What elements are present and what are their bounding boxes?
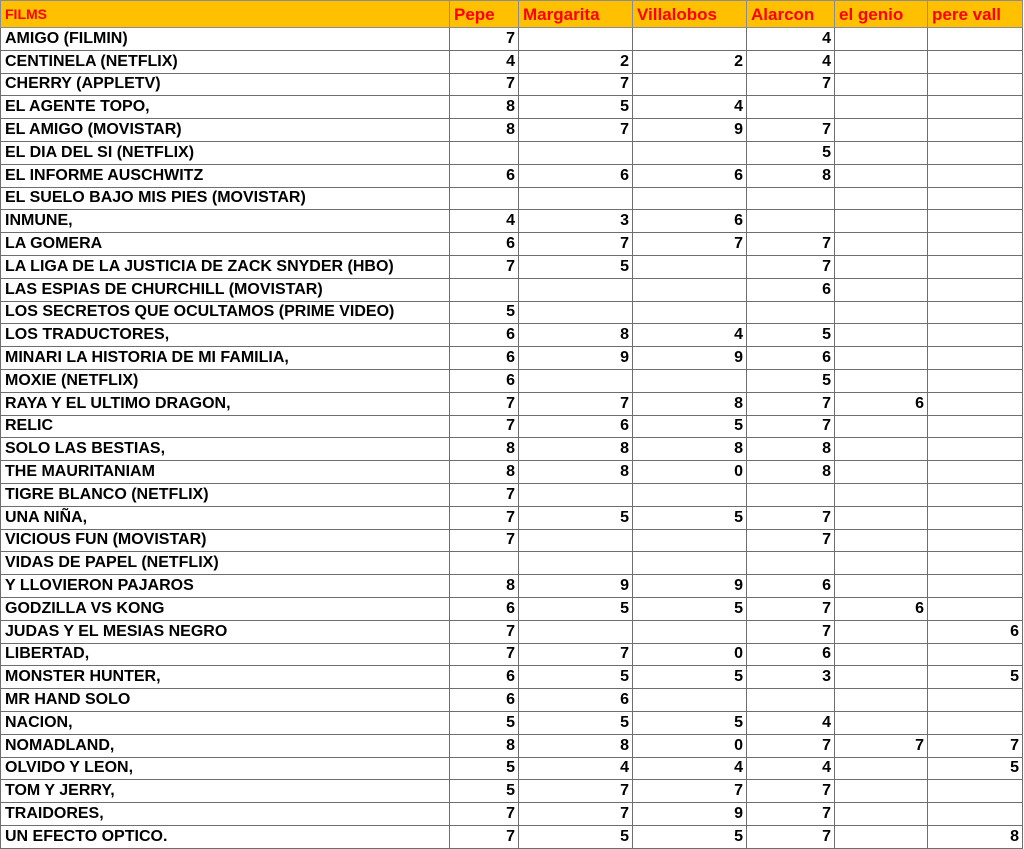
alarcon-score-cell[interactable]: 7 xyxy=(747,392,835,415)
el-genio-score-cell[interactable] xyxy=(835,575,928,598)
margarita-score-cell[interactable]: 8 xyxy=(519,324,633,347)
pepe-score-cell[interactable]: 7 xyxy=(450,392,519,415)
villalobos-score-cell[interactable]: 4 xyxy=(633,757,747,780)
el-genio-score-cell[interactable] xyxy=(835,119,928,142)
header-films[interactable]: FILMS xyxy=(1,1,450,28)
margarita-score-cell[interactable]: 7 xyxy=(519,780,633,803)
el-genio-score-cell[interactable] xyxy=(835,347,928,370)
pere-vall-score-cell[interactable]: 7 xyxy=(928,734,1023,757)
villalobos-score-cell[interactable] xyxy=(633,369,747,392)
pere-vall-score-cell[interactable] xyxy=(928,597,1023,620)
margarita-score-cell[interactable] xyxy=(519,278,633,301)
table-row xyxy=(1,392,1023,415)
alarcon-score-cell[interactable] xyxy=(747,689,835,712)
margarita-score-cell[interactable]: 5 xyxy=(519,597,633,620)
film-title-cell[interactable]: EL INFORME AUSCHWITZ xyxy=(1,164,450,187)
villalobos-score-cell[interactable] xyxy=(633,689,747,712)
table-row xyxy=(1,369,1023,392)
alarcon-score-cell[interactable]: 7 xyxy=(747,803,835,826)
el-genio-score-cell[interactable] xyxy=(835,825,928,848)
margarita-score-cell[interactable]: 5 xyxy=(519,255,633,278)
header-pepe[interactable]: Pepe xyxy=(450,1,519,28)
table-row xyxy=(1,552,1023,575)
margarita-score-cell[interactable] xyxy=(519,301,633,324)
villalobos-score-cell[interactable] xyxy=(633,278,747,301)
film-title-cell[interactable]: TRAIDORES, xyxy=(1,803,450,826)
pepe-score-cell[interactable]: 7 xyxy=(450,415,519,438)
alarcon-score-cell[interactable]: 7 xyxy=(747,597,835,620)
header-el-genio[interactable]: el genio xyxy=(835,1,928,28)
film-title-cell[interactable]: INMUNE, xyxy=(1,210,450,233)
table-row xyxy=(1,689,1023,712)
alarcon-score-cell[interactable]: 6 xyxy=(747,347,835,370)
film-title-cell[interactable]: LOS SECRETOS QUE OCULTAMOS (PRIME VIDEO) xyxy=(1,301,450,324)
margarita-score-cell[interactable]: 5 xyxy=(519,666,633,689)
el-genio-score-cell[interactable] xyxy=(835,711,928,734)
margarita-score-cell[interactable]: 4 xyxy=(519,757,633,780)
el-genio-score-cell[interactable] xyxy=(835,415,928,438)
el-genio-score-cell[interactable] xyxy=(835,552,928,575)
margarita-score-cell[interactable]: 5 xyxy=(519,96,633,119)
pepe-score-cell[interactable]: 8 xyxy=(450,575,519,598)
pepe-score-cell[interactable]: 6 xyxy=(450,347,519,370)
margarita-score-cell[interactable]: 7 xyxy=(519,73,633,96)
villalobos-score-cell[interactable] xyxy=(633,620,747,643)
pere-vall-score-cell[interactable] xyxy=(928,210,1023,233)
pere-vall-score-cell[interactable] xyxy=(928,415,1023,438)
pepe-score-cell[interactable]: 4 xyxy=(450,210,519,233)
margarita-score-cell[interactable] xyxy=(519,552,633,575)
film-title-cell[interactable]: LIBERTAD, xyxy=(1,643,450,666)
table-row xyxy=(1,164,1023,187)
villalobos-score-cell[interactable]: 0 xyxy=(633,734,747,757)
film-title-cell[interactable]: AMIGO (FILMIN) xyxy=(1,28,450,51)
margarita-score-cell[interactable]: 7 xyxy=(519,803,633,826)
alarcon-score-cell[interactable]: 4 xyxy=(747,50,835,73)
pere-vall-score-cell[interactable] xyxy=(928,461,1023,484)
pere-vall-score-cell[interactable] xyxy=(928,803,1023,826)
alarcon-score-cell[interactable]: 7 xyxy=(747,119,835,142)
villalobos-score-cell[interactable]: 4 xyxy=(633,96,747,119)
table-row xyxy=(1,506,1023,529)
table-row xyxy=(1,620,1023,643)
table-row xyxy=(1,575,1023,598)
pepe-score-cell[interactable]: 8 xyxy=(450,734,519,757)
margarita-score-cell[interactable]: 8 xyxy=(519,461,633,484)
el-genio-score-cell[interactable] xyxy=(835,141,928,164)
alarcon-score-cell[interactable]: 7 xyxy=(747,506,835,529)
table-row xyxy=(1,415,1023,438)
table-row xyxy=(1,780,1023,803)
film-title-cell[interactable]: LA GOMERA xyxy=(1,233,450,256)
alarcon-score-cell[interactable]: 7 xyxy=(747,780,835,803)
alarcon-score-cell[interactable]: 8 xyxy=(747,461,835,484)
villalobos-score-cell[interactable] xyxy=(633,187,747,210)
pere-vall-score-cell[interactable] xyxy=(928,141,1023,164)
table-row xyxy=(1,347,1023,370)
villalobos-score-cell[interactable] xyxy=(633,141,747,164)
el-genio-score-cell[interactable] xyxy=(835,666,928,689)
el-genio-score-cell[interactable] xyxy=(835,50,928,73)
el-genio-score-cell[interactable] xyxy=(835,483,928,506)
el-genio-score-cell[interactable] xyxy=(835,73,928,96)
alarcon-score-cell[interactable]: 7 xyxy=(747,415,835,438)
margarita-score-cell[interactable]: 9 xyxy=(519,575,633,598)
margarita-score-cell[interactable]: 5 xyxy=(519,711,633,734)
pepe-score-cell[interactable] xyxy=(450,278,519,301)
alarcon-score-cell[interactable] xyxy=(747,96,835,119)
alarcon-score-cell[interactable]: 7 xyxy=(747,825,835,848)
villalobos-score-cell[interactable] xyxy=(633,483,747,506)
el-genio-score-cell[interactable] xyxy=(835,28,928,51)
villalobos-score-cell[interactable]: 6 xyxy=(633,210,747,233)
table-row xyxy=(1,233,1023,256)
table-row xyxy=(1,73,1023,96)
pepe-score-cell[interactable]: 5 xyxy=(450,301,519,324)
table-row xyxy=(1,278,1023,301)
table-row xyxy=(1,210,1023,233)
villalobos-score-cell[interactable]: 0 xyxy=(633,461,747,484)
villalobos-score-cell[interactable]: 0 xyxy=(633,643,747,666)
villalobos-score-cell[interactable] xyxy=(633,301,747,324)
villalobos-score-cell[interactable]: 5 xyxy=(633,506,747,529)
table-row xyxy=(1,757,1023,780)
villalobos-score-cell[interactable] xyxy=(633,255,747,278)
pepe-score-cell[interactable]: 7 xyxy=(450,28,519,51)
pepe-score-cell[interactable] xyxy=(450,141,519,164)
pepe-score-cell[interactable]: 5 xyxy=(450,711,519,734)
villalobos-score-cell[interactable] xyxy=(633,552,747,575)
pere-vall-score-cell[interactable] xyxy=(928,711,1023,734)
pepe-score-cell[interactable]: 6 xyxy=(450,597,519,620)
film-title-cell[interactable]: CHERRY (APPLETV) xyxy=(1,73,450,96)
el-genio-score-cell[interactable] xyxy=(835,757,928,780)
villalobos-score-cell[interactable]: 6 xyxy=(633,164,747,187)
pepe-score-cell[interactable]: 6 xyxy=(450,233,519,256)
pere-vall-score-cell[interactable] xyxy=(928,119,1023,142)
margarita-score-cell[interactable]: 7 xyxy=(519,119,633,142)
margarita-score-cell[interactable] xyxy=(519,620,633,643)
margarita-score-cell[interactable]: 7 xyxy=(519,392,633,415)
alarcon-score-cell[interactable]: 7 xyxy=(747,734,835,757)
header-alarcon[interactable]: Alarcon xyxy=(747,1,835,28)
film-title-cell[interactable]: OLVIDO Y LEON, xyxy=(1,757,450,780)
pere-vall-score-cell[interactable]: 5 xyxy=(928,757,1023,780)
pere-vall-score-cell[interactable] xyxy=(928,233,1023,256)
pepe-score-cell[interactable]: 6 xyxy=(450,324,519,347)
villalobos-score-cell[interactable]: 5 xyxy=(633,711,747,734)
el-genio-score-cell[interactable]: 6 xyxy=(835,392,928,415)
pepe-score-cell[interactable]: 7 xyxy=(450,529,519,552)
alarcon-score-cell[interactable] xyxy=(747,552,835,575)
alarcon-score-cell[interactable]: 5 xyxy=(747,324,835,347)
film-title-cell[interactable]: Y LLOVIERON PAJAROS xyxy=(1,575,450,598)
pepe-score-cell[interactable] xyxy=(450,552,519,575)
table-row xyxy=(1,483,1023,506)
margarita-score-cell[interactable] xyxy=(519,529,633,552)
pere-vall-score-cell[interactable] xyxy=(928,96,1023,119)
pere-vall-score-cell[interactable] xyxy=(928,28,1023,51)
film-title-cell[interactable]: TIGRE BLANCO (NETFLIX) xyxy=(1,483,450,506)
header-margarita[interactable]: Margarita xyxy=(519,1,633,28)
pere-vall-score-cell[interactable] xyxy=(928,50,1023,73)
pere-vall-score-cell[interactable] xyxy=(928,643,1023,666)
pepe-score-cell[interactable]: 7 xyxy=(450,620,519,643)
table-row xyxy=(1,28,1023,51)
film-title-cell[interactable]: NACION, xyxy=(1,711,450,734)
villalobos-score-cell[interactable]: 9 xyxy=(633,575,747,598)
table-row xyxy=(1,50,1023,73)
pepe-score-cell[interactable]: 8 xyxy=(450,438,519,461)
pere-vall-score-cell[interactable] xyxy=(928,324,1023,347)
table-row xyxy=(1,597,1023,620)
alarcon-score-cell[interactable]: 4 xyxy=(747,28,835,51)
pere-vall-score-cell[interactable] xyxy=(928,164,1023,187)
pepe-score-cell[interactable] xyxy=(450,187,519,210)
villalobos-score-cell[interactable]: 7 xyxy=(633,780,747,803)
film-title-cell[interactable]: LAS ESPIAS DE CHURCHILL (MOVISTAR) xyxy=(1,278,450,301)
film-title-cell[interactable]: MOXIE (NETFLIX) xyxy=(1,369,450,392)
villalobos-score-cell[interactable]: 5 xyxy=(633,666,747,689)
el-genio-score-cell[interactable] xyxy=(835,506,928,529)
villalobos-score-cell[interactable]: 4 xyxy=(633,324,747,347)
el-genio-score-cell[interactable] xyxy=(835,803,928,826)
film-title-cell[interactable]: RAYA Y EL ULTIMO DRAGON, xyxy=(1,392,450,415)
pepe-score-cell[interactable]: 7 xyxy=(450,483,519,506)
table-row xyxy=(1,119,1023,142)
film-title-cell[interactable]: NOMADLAND, xyxy=(1,734,450,757)
header-row xyxy=(1,1,1023,28)
el-genio-score-cell[interactable] xyxy=(835,324,928,347)
margarita-score-cell[interactable]: 6 xyxy=(519,689,633,712)
table-row xyxy=(1,461,1023,484)
pere-vall-score-cell[interactable] xyxy=(928,438,1023,461)
margarita-score-cell[interactable]: 8 xyxy=(519,734,633,757)
el-genio-score-cell[interactable] xyxy=(835,278,928,301)
pepe-score-cell[interactable]: 7 xyxy=(450,506,519,529)
villalobos-score-cell[interactable]: 2 xyxy=(633,50,747,73)
film-title-cell[interactable]: SOLO LAS BESTIAS, xyxy=(1,438,450,461)
film-title-cell[interactable]: CENTINELA (NETFLIX) xyxy=(1,50,450,73)
pere-vall-score-cell[interactable] xyxy=(928,689,1023,712)
header-villalobos[interactable]: Villalobos xyxy=(633,1,747,28)
villalobos-score-cell[interactable] xyxy=(633,529,747,552)
el-genio-score-cell[interactable] xyxy=(835,164,928,187)
pere-vall-score-cell[interactable] xyxy=(928,483,1023,506)
film-title-cell[interactable]: EL AGENTE TOPO, xyxy=(1,96,450,119)
margarita-score-cell[interactable] xyxy=(519,369,633,392)
pepe-score-cell[interactable]: 8 xyxy=(450,96,519,119)
film-title-cell[interactable]: JUDAS Y EL MESIAS NEGRO xyxy=(1,620,450,643)
margarita-score-cell[interactable]: 7 xyxy=(519,233,633,256)
pere-vall-score-cell[interactable] xyxy=(928,575,1023,598)
pere-vall-score-cell[interactable]: 8 xyxy=(928,825,1023,848)
el-genio-score-cell[interactable] xyxy=(835,96,928,119)
alarcon-score-cell[interactable] xyxy=(747,483,835,506)
pepe-score-cell[interactable]: 8 xyxy=(450,461,519,484)
pere-vall-score-cell[interactable] xyxy=(928,506,1023,529)
el-genio-score-cell[interactable] xyxy=(835,369,928,392)
table-row xyxy=(1,438,1023,461)
el-genio-score-cell[interactable]: 7 xyxy=(835,734,928,757)
film-title-cell[interactable]: THE MAURITANIAM xyxy=(1,461,450,484)
villalobos-score-cell[interactable] xyxy=(633,73,747,96)
pepe-score-cell[interactable]: 7 xyxy=(450,803,519,826)
pere-vall-score-cell[interactable] xyxy=(928,552,1023,575)
villalobos-score-cell[interactable] xyxy=(633,28,747,51)
film-title-cell[interactable]: GODZILLA VS KONG xyxy=(1,597,450,620)
alarcon-score-cell[interactable]: 5 xyxy=(747,369,835,392)
pere-vall-score-cell[interactable] xyxy=(928,73,1023,96)
el-genio-score-cell[interactable] xyxy=(835,187,928,210)
margarita-score-cell[interactable] xyxy=(519,187,633,210)
alarcon-score-cell[interactable]: 6 xyxy=(747,575,835,598)
el-genio-score-cell[interactable] xyxy=(835,780,928,803)
alarcon-score-cell[interactable]: 8 xyxy=(747,438,835,461)
margarita-score-cell[interactable]: 9 xyxy=(519,347,633,370)
villalobos-score-cell[interactable]: 7 xyxy=(633,233,747,256)
table-row xyxy=(1,96,1023,119)
pepe-score-cell[interactable]: 4 xyxy=(450,50,519,73)
pere-vall-score-cell[interactable] xyxy=(928,278,1023,301)
margarita-score-cell[interactable]: 2 xyxy=(519,50,633,73)
margarita-score-cell[interactable]: 5 xyxy=(519,825,633,848)
el-genio-score-cell[interactable] xyxy=(835,301,928,324)
table-row xyxy=(1,643,1023,666)
header-pere-vall[interactable]: pere vall xyxy=(928,1,1023,28)
pepe-score-cell[interactable]: 8 xyxy=(450,119,519,142)
pere-vall-score-cell[interactable] xyxy=(928,529,1023,552)
el-genio-score-cell[interactable] xyxy=(835,255,928,278)
pepe-score-cell[interactable]: 6 xyxy=(450,689,519,712)
margarita-score-cell[interactable]: 3 xyxy=(519,210,633,233)
alarcon-score-cell[interactable] xyxy=(747,187,835,210)
film-title-cell[interactable]: VICIOUS FUN (MOVISTAR) xyxy=(1,529,450,552)
alarcon-score-cell[interactable]: 7 xyxy=(747,620,835,643)
pere-vall-score-cell[interactable] xyxy=(928,187,1023,210)
alarcon-score-cell[interactable]: 4 xyxy=(747,757,835,780)
film-title-cell[interactable]: VIDAS DE PAPEL (NETFLIX) xyxy=(1,552,450,575)
table-row xyxy=(1,255,1023,278)
pere-vall-score-cell[interactable]: 6 xyxy=(928,620,1023,643)
villalobos-score-cell[interactable]: 5 xyxy=(633,825,747,848)
villalobos-score-cell[interactable]: 9 xyxy=(633,347,747,370)
pepe-score-cell[interactable]: 7 xyxy=(450,255,519,278)
pepe-score-cell[interactable]: 6 xyxy=(450,164,519,187)
table-row xyxy=(1,529,1023,552)
film-title-cell[interactable]: MR HAND SOLO xyxy=(1,689,450,712)
film-title-cell[interactable]: MINARI LA HISTORIA DE MI FAMILIA, xyxy=(1,347,450,370)
pepe-score-cell[interactable]: 6 xyxy=(450,666,519,689)
alarcon-score-cell[interactable]: 3 xyxy=(747,666,835,689)
table-row xyxy=(1,187,1023,210)
film-title-cell[interactable]: MONSTER HUNTER, xyxy=(1,666,450,689)
alarcon-score-cell[interactable]: 8 xyxy=(747,164,835,187)
table-row xyxy=(1,141,1023,164)
alarcon-score-cell[interactable]: 6 xyxy=(747,278,835,301)
el-genio-score-cell[interactable] xyxy=(835,461,928,484)
film-title-cell[interactable]: LA LIGA DE LA JUSTICIA DE ZACK SNYDER (HBO) xyxy=(1,255,450,278)
pere-vall-score-cell[interactable] xyxy=(928,301,1023,324)
alarcon-score-cell[interactable] xyxy=(747,210,835,233)
table-body xyxy=(1,28,1023,849)
film-title-cell[interactable]: EL SUELO BAJO MIS PIES (MOVISTAR) xyxy=(1,187,450,210)
pere-vall-score-cell[interactable] xyxy=(928,255,1023,278)
el-genio-score-cell[interactable] xyxy=(835,210,928,233)
villalobos-score-cell[interactable]: 9 xyxy=(633,803,747,826)
margarita-score-cell[interactable] xyxy=(519,483,633,506)
villalobos-score-cell[interactable]: 8 xyxy=(633,392,747,415)
villalobos-score-cell[interactable]: 5 xyxy=(633,597,747,620)
table-row xyxy=(1,301,1023,324)
pepe-score-cell[interactable]: 5 xyxy=(450,780,519,803)
alarcon-score-cell[interactable]: 4 xyxy=(747,711,835,734)
el-genio-score-cell[interactable] xyxy=(835,643,928,666)
pere-vall-score-cell[interactable] xyxy=(928,780,1023,803)
pere-vall-score-cell[interactable] xyxy=(928,369,1023,392)
alarcon-score-cell[interactable]: 7 xyxy=(747,255,835,278)
margarita-score-cell[interactable]: 5 xyxy=(519,506,633,529)
film-title-cell[interactable]: EL DIA DEL SI (NETFLIX) xyxy=(1,141,450,164)
margarita-score-cell[interactable]: 6 xyxy=(519,415,633,438)
film-title-cell[interactable]: TOM Y JERRY, xyxy=(1,780,450,803)
villalobos-score-cell[interactable]: 8 xyxy=(633,438,747,461)
table-row xyxy=(1,324,1023,347)
villalobos-score-cell[interactable]: 5 xyxy=(633,415,747,438)
pere-vall-score-cell[interactable]: 5 xyxy=(928,666,1023,689)
el-genio-score-cell[interactable]: 6 xyxy=(835,597,928,620)
alarcon-score-cell[interactable] xyxy=(747,301,835,324)
el-genio-score-cell[interactable] xyxy=(835,529,928,552)
alarcon-score-cell[interactable]: 7 xyxy=(747,529,835,552)
alarcon-score-cell[interactable]: 6 xyxy=(747,643,835,666)
table-row xyxy=(1,803,1023,826)
el-genio-score-cell[interactable] xyxy=(835,438,928,461)
table-row xyxy=(1,666,1023,689)
villalobos-score-cell[interactable]: 9 xyxy=(633,119,747,142)
pere-vall-score-cell[interactable] xyxy=(928,347,1023,370)
film-title-cell[interactable]: EL AMIGO (MOVISTAR) xyxy=(1,119,450,142)
alarcon-score-cell[interactable]: 7 xyxy=(747,73,835,96)
margarita-score-cell[interactable] xyxy=(519,141,633,164)
el-genio-score-cell[interactable] xyxy=(835,689,928,712)
alarcon-score-cell[interactable]: 7 xyxy=(747,233,835,256)
pepe-score-cell[interactable]: 6 xyxy=(450,369,519,392)
el-genio-score-cell[interactable] xyxy=(835,620,928,643)
film-title-cell[interactable]: UNA NIÑA, xyxy=(1,506,450,529)
pepe-score-cell[interactable]: 7 xyxy=(450,73,519,96)
film-title-cell[interactable]: LOS TRADUCTORES, xyxy=(1,324,450,347)
pepe-score-cell[interactable]: 7 xyxy=(450,825,519,848)
margarita-score-cell[interactable]: 8 xyxy=(519,438,633,461)
table-row xyxy=(1,734,1023,757)
pepe-score-cell[interactable]: 5 xyxy=(450,757,519,780)
film-title-cell[interactable]: UN EFECTO OPTICO. xyxy=(1,825,450,848)
alarcon-score-cell[interactable]: 5 xyxy=(747,141,835,164)
film-title-cell[interactable]: RELIC xyxy=(1,415,450,438)
margarita-score-cell[interactable]: 6 xyxy=(519,164,633,187)
pepe-score-cell[interactable]: 7 xyxy=(450,643,519,666)
margarita-score-cell[interactable]: 7 xyxy=(519,643,633,666)
el-genio-score-cell[interactable] xyxy=(835,233,928,256)
table-row xyxy=(1,711,1023,734)
margarita-score-cell[interactable] xyxy=(519,28,633,51)
pere-vall-score-cell[interactable] xyxy=(928,392,1023,415)
table-row xyxy=(1,825,1023,848)
